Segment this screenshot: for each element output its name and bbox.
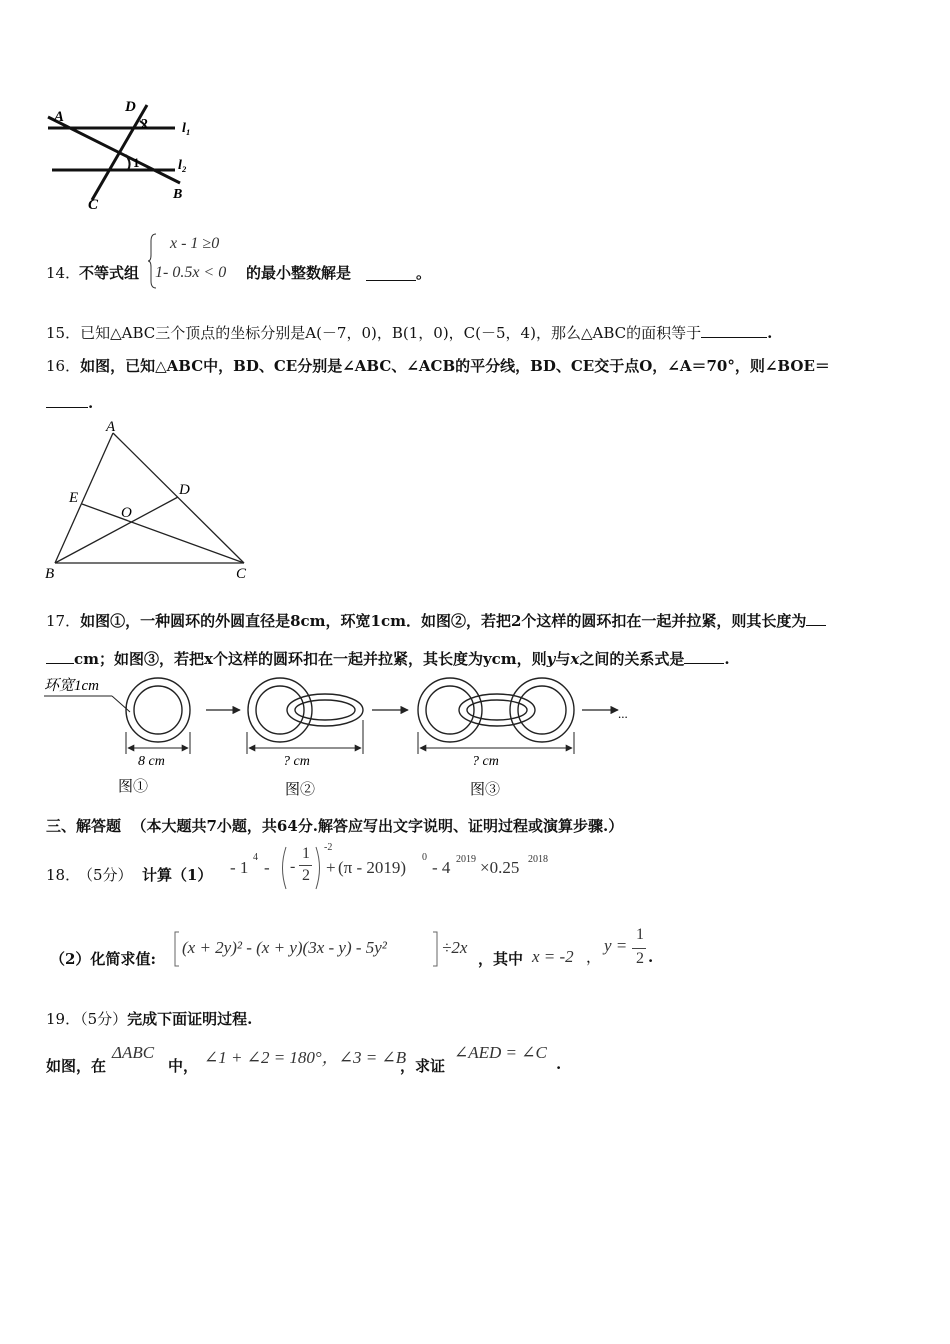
ring-1-outer bbox=[126, 678, 190, 742]
figure-rings bbox=[40, 672, 640, 804]
q17-answer-blank-1a bbox=[806, 624, 826, 626]
ring-width-label: 环宽1cm bbox=[44, 678, 99, 694]
expr-exp-neg2: -2 bbox=[324, 842, 333, 853]
expr-pi-term: (π - 2019) bbox=[338, 858, 407, 877]
q17-answer-blank-2 bbox=[684, 662, 724, 664]
q14-number: 14． bbox=[46, 264, 81, 282]
label-b: B bbox=[45, 566, 55, 582]
q19-intro: 如图，在 bbox=[46, 1057, 107, 1075]
q19-number: 19． bbox=[46, 1010, 81, 1028]
system-line-2: 1- 0.5x < 0 bbox=[155, 264, 227, 281]
question-17 bbox=[46, 610, 826, 631]
segment-ce bbox=[82, 504, 244, 563]
y-denominator: 2 bbox=[636, 950, 644, 967]
ring-2a-inner bbox=[256, 686, 304, 734]
question-19 bbox=[46, 1008, 252, 1029]
q14-text-after: 的最小整数解是 bbox=[246, 264, 352, 282]
q17-line-2-text: cm；如图③，若把x个这样的圆环扣在一起并拉紧，其长度为ycm，则 bbox=[74, 650, 547, 668]
part-2-end: . bbox=[648, 948, 654, 966]
q15-number: 15． bbox=[46, 324, 81, 342]
expr-minus-4: - 4 bbox=[432, 858, 451, 877]
expr-plus: + bbox=[326, 858, 336, 877]
bracket-right bbox=[432, 931, 438, 967]
expr-exp-2018: 2018 bbox=[528, 854, 548, 865]
q17-line-1: 如图①，一种圆环的外圆直径是8cm，环宽1cm．如图②，若把2个这样的圆环扣在一起并拉紧，则其长度为 bbox=[80, 612, 807, 630]
q16-number: 16． bbox=[46, 357, 81, 375]
question-16 bbox=[46, 355, 830, 376]
x-value: x = -2 bbox=[532, 947, 574, 966]
q17-and: 与 bbox=[555, 650, 571, 668]
question-17-line-2 bbox=[46, 648, 730, 669]
y-fraction-bar bbox=[632, 948, 646, 949]
half-bar bbox=[299, 865, 312, 866]
expr-exp-4: 4 bbox=[253, 852, 258, 863]
q14-text-before: 不等式组 bbox=[79, 264, 140, 282]
q17-number: 17． bbox=[46, 612, 81, 630]
side-ac bbox=[113, 433, 244, 563]
q19-zhong: 中， bbox=[168, 1057, 199, 1075]
expr-times-025: ×0.25 bbox=[480, 858, 520, 877]
q16-answer-blank bbox=[46, 406, 88, 408]
figure-triangle-abc bbox=[40, 418, 260, 586]
expr-exp-2019: 2019 bbox=[456, 854, 476, 865]
label-2: 2 bbox=[141, 117, 148, 132]
caption-fig-3: 图③ bbox=[470, 782, 501, 798]
segment-bd bbox=[55, 497, 178, 563]
half-denominator: 2 bbox=[302, 867, 310, 884]
q18-label: 计算（1） bbox=[142, 866, 213, 884]
question-16-line-2 bbox=[46, 394, 93, 412]
ring-3b-outer bbox=[459, 694, 535, 726]
expr-minus: - bbox=[264, 858, 270, 877]
paren-right bbox=[314, 846, 324, 890]
q15-text: 已知△ABC三个顶点的坐标分别是A(－7，0)，B(1，0)，C(－5，4)，那么△ABC的面积等于 bbox=[80, 324, 702, 342]
q16-text: 如图，已知△ABC中，BD、CE分别是∠ABC、∠ACB的平分线，BD、CE交于点O，∠A＝70°，则∠BOE＝ bbox=[80, 357, 830, 375]
section-3-title: 三、解答题 bbox=[46, 817, 122, 835]
label-a: A bbox=[106, 419, 116, 435]
caption-fig-1: 图① bbox=[118, 779, 149, 795]
label-a: A bbox=[54, 109, 65, 125]
ring-2b-outer bbox=[287, 694, 363, 726]
figure-parallel-lines bbox=[40, 95, 210, 215]
q19-goal: ∠AED = ∠C bbox=[454, 1043, 547, 1062]
ring-2a-outer bbox=[248, 678, 312, 742]
var-x: x bbox=[570, 650, 580, 668]
system-line-1: x - 1 ≥0 bbox=[170, 235, 220, 252]
expr-neg: - bbox=[290, 858, 296, 875]
q16-end: . bbox=[88, 394, 94, 412]
q19-triangle: ΔABC bbox=[112, 1043, 155, 1062]
q18-number: 18． bbox=[46, 866, 81, 884]
comma: ， bbox=[586, 948, 602, 966]
label-l2: l₂ bbox=[178, 158, 187, 173]
q14-answer-blank bbox=[366, 279, 416, 281]
label-e: E bbox=[69, 490, 79, 506]
ring-3c-outer bbox=[510, 678, 574, 742]
section-3-note: （本大题共7小题，共64分.解答应写出文字说明、证明过程或演算步骤.） bbox=[131, 817, 624, 835]
paren-left bbox=[278, 846, 288, 890]
question-19-line-2 bbox=[46, 1040, 646, 1076]
dim-3-label: ? cm bbox=[472, 754, 499, 769]
q15-end: . bbox=[767, 324, 773, 342]
label-o: O bbox=[121, 505, 132, 521]
expr-bracket-body: (x + 2y)² - (x + y)(3x - y) - 5y² bbox=[182, 938, 387, 957]
expr-divide: ÷2x bbox=[442, 938, 468, 957]
q18-score: （5分） bbox=[78, 866, 133, 884]
part-2-label: （2）化简求值: bbox=[50, 950, 156, 968]
label-d: D bbox=[179, 482, 190, 498]
q19-end: . bbox=[556, 1055, 562, 1073]
q19-condition: ∠1 + ∠2 = 180°，∠3 = ∠B bbox=[204, 1048, 407, 1067]
y-label: y = bbox=[604, 936, 628, 955]
label-c: C bbox=[236, 566, 247, 582]
q19-title: 完成下面证明过程. bbox=[127, 1010, 253, 1028]
question-18 bbox=[46, 842, 666, 892]
ring-width-leader bbox=[112, 696, 130, 712]
label-b: B bbox=[173, 187, 183, 202]
q17-end: . bbox=[724, 650, 730, 668]
section-3-heading bbox=[46, 815, 623, 836]
ring-1-inner bbox=[134, 686, 182, 734]
label-d: D bbox=[125, 99, 136, 115]
q17-relation-text: 之间的关系式是 bbox=[579, 650, 685, 668]
half-numerator: 1 bbox=[302, 845, 310, 862]
line-dc bbox=[92, 105, 147, 200]
bracket-left bbox=[174, 931, 180, 967]
q14-end: 。 bbox=[416, 264, 432, 282]
side-ab bbox=[55, 433, 113, 563]
ring-3c-inner bbox=[518, 686, 566, 734]
y-numerator: 1 bbox=[636, 926, 644, 943]
q17-answer-blank-1b bbox=[46, 662, 74, 664]
label-l1: l₁ bbox=[182, 121, 191, 136]
dim-2-label: ? cm bbox=[283, 754, 310, 769]
ring-3a-outer bbox=[418, 678, 482, 742]
expr-exp-0: 0 bbox=[422, 852, 427, 863]
q19-score: （5分） bbox=[80, 1010, 128, 1028]
label-c: C bbox=[88, 197, 99, 213]
question-15 bbox=[46, 322, 772, 343]
expr-minus-1: - 1 bbox=[230, 858, 249, 877]
question-18-part-2 bbox=[46, 926, 686, 976]
where-text: ，其中 bbox=[478, 950, 524, 968]
caption-fig-2: 图② bbox=[285, 782, 316, 798]
q19-prove-text: ，求证 bbox=[400, 1057, 446, 1075]
label-1: 1 bbox=[133, 155, 140, 170]
var-y: y bbox=[546, 650, 556, 668]
q15-answer-blank bbox=[701, 336, 767, 338]
dim-1-label: 8 cm bbox=[138, 754, 165, 769]
ellipsis: ... bbox=[618, 706, 628, 721]
